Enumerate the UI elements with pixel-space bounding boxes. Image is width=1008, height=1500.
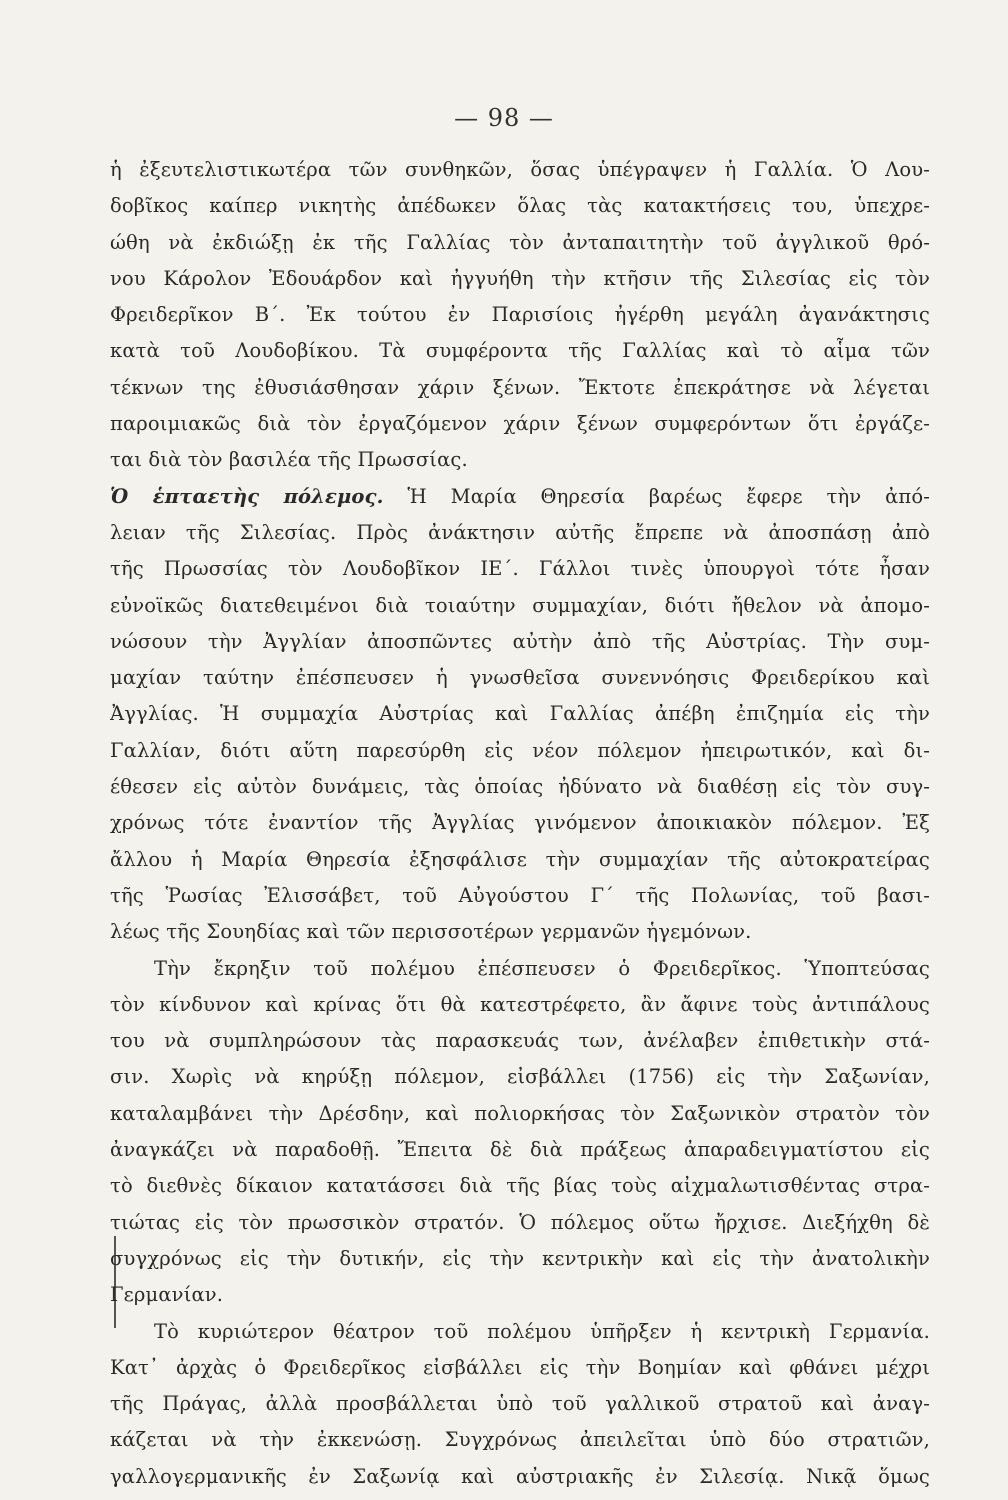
text-line: συγχρόνως εἰς τὴν δυτικήν, εἰς τὴν κεντρικὴν καὶ εἰς τὴν ἀνατολικὴν <box>110 1246 930 1270</box>
text-line: ἄλλου ἡ Μαρία Θηρεσία ἐξησφάλισε τὴν συμμαχίαν τῆς αὐτοκρατείρας <box>110 847 930 871</box>
text-line: κάζεται νὰ τὴν ἐκκενώσῃ. Συγχρόνως ἀπειλεῖται ὑπὸ δύο στρατιῶν, <box>110 1428 930 1452</box>
text-line: κατὰ τοῦ Λουδοβίκου. Τὰ συμφέροντα τῆς Γαλλίας καὶ τὸ αἷμα τῶν <box>110 339 930 363</box>
heading-line-text: Ἡ Μαρία Θηρεσία βαρέως ἔφερε τὴν ἀπό- <box>383 484 930 508</box>
text-line: Τὴν ἔκρηξιν τοῦ πολέμου ἐπέσπευσεν ὁ Φρειδερῖκος. Ὑποπτεύσας <box>154 956 930 980</box>
text-line: τῆς Πρωσσίας τὸν Λουδοβῖκον ΙΕ΄. Γάλλοι τινὲς ὑπουργοὶ τότε ἦσαν <box>110 557 930 581</box>
text-line: ώθη νὰ ἐκδιώξῃ ἐκ τῆς Γαλλίας τὸν ἀνταπαιτητὴν τοῦ ἀγγλικοῦ θρό- <box>110 230 930 254</box>
text-line: μαχίαν ταύτην ἐπέσπευσεν ἡ γνωσθεῖσα συνεννόησις Φρειδερίκου καὶ <box>110 666 930 690</box>
text-line: Τὸ κυριώτερον θέατρον τοῦ πολέμου ὑπῆρξεν ἡ κεντρικὴ Γερμανία. <box>154 1319 930 1343</box>
section-heading: Ὁ ἑπταετὴς πόλεμος. <box>110 484 384 508</box>
body-text <box>110 152 930 1495</box>
text-line: ται διὰ τὸν βασιλέα τῆς Πρωσσίας. <box>110 448 468 472</box>
text-line: χρόνως τότε ἐναντίον τῆς Ἀγγλίας γινόμενον ἀποικιακὸν πόλεμον. Ἐξ <box>110 811 930 835</box>
text-line: έθεσεν εἰς αὐτὸν δυνάμεις, τὰς ὁποίας ἠδύνατο νὰ διαθέσῃ εἰς τὸν συγ- <box>110 775 930 799</box>
text-line: Φρειδερῖκον Β΄. Ἐκ τούτου ἐν Παρισίοις ἠγέρθη μεγάλη ἀγανάκτησις <box>110 303 930 327</box>
text-line: τιώτας εἰς τὸν πρωσσικὸν στρατόν. Ὁ πόλεμος οὕτω ἤρχισε. Διεξήχθη δὲ <box>110 1210 930 1234</box>
section-heading-line <box>110 479 930 515</box>
text-line: νώσουν τὴν Ἀγγλίαν ἀποσπῶντες αὐτὴν ἀπὸ τῆς Αὐστρίας. Τὴν συμ- <box>110 629 930 653</box>
text-line: ἀναγκάζει νὰ παραδοθῇ. Ἔπειτα δὲ διὰ πράξεως ἀπαραδειγματίστου εἰς <box>110 1138 930 1162</box>
text-line: Γερμανίαν. <box>110 1283 224 1307</box>
text-line: Ἀγγλίας. Ἡ συμμαχία Αὐστρίας καὶ Γαλλίας ἀπέβη ἐπιζημία εἰς τὴν <box>110 702 930 726</box>
text-line: τῆς Ῥωσίας Ἐλισσάβετ, τοῦ Αὐγούστου Γ΄ τῆς Πολωνίας, τοῦ βασι- <box>110 883 930 907</box>
text-line: καταλαμβάνει τὴν Δρέσδην, καὶ πολιορκήσας τὸν Σαξωνικὸν στρατὸν τὸν <box>110 1101 930 1125</box>
text-line: σιν. Χωρὶς νὰ κηρύξῃ πόλεμον, εἰσβάλλει (1756) εἰς τὴν Σαξωνίαν, <box>110 1065 930 1089</box>
text-line: γαλλογερμανικῆς ἐν Σαξωνίᾳ καὶ αὐστριακῆς ἐν Σιλεσίᾳ. Νικᾷ ὅμως <box>110 1464 930 1488</box>
text-line: λειαν τῆς Σιλεσίας. Πρὸς ἀνάκτησιν αὐτῆς ἔπρεπε νὰ ἀποσπάσῃ ἀπὸ <box>110 520 930 544</box>
text-line: νου Κάρολον Ἐδουάρδον καὶ ἠγγυήθη τὴν κτῆσιν τῆς Σιλεσίας εἰς τὸν <box>110 266 930 290</box>
text-line: παροιμιακῶς διὰ τὸν ἐργαζόμενον χάριν ξένων συμφερόντων ὅτι ἐργάζε- <box>110 412 930 436</box>
text-line: λέως τῆς Σουηδίας καὶ τῶν περισσοτέρων γερμανῶν ἡγεμόνων. <box>110 920 752 944</box>
text-line: Κατ᾽ ἀρχὰς ὁ Φρειδερῖκος εἰσβάλλει εἰς τὴν Βοημίαν καὶ φθάνει μέχρι <box>110 1355 930 1379</box>
text-line: τὸ διεθνὲς δίκαιον κατατάσσει διὰ τῆς βίας τοὺς αἰχμαλωτισθέντας στρα- <box>110 1174 930 1198</box>
text-line: τὸν κίνδυνον καὶ κρίνας ὅτι θὰ κατεστρέφετο, ἂν ἄφινε τοὺς ἀντιπάλους <box>110 992 930 1016</box>
text-line: δοβῖκος καίπερ νικητὴς ἀπέδωκεν ὅλας τὰς κατακτήσεις του, ὑπεχρε- <box>110 194 930 218</box>
text-line: ἡ ἐξευτελιστικωτέρα τῶν συνθηκῶν, ὅσας ὑπέγραψεν ἡ Γαλλία. Ὁ Λου- <box>110 158 930 181</box>
text-line: του νὰ συμπληρώσουν τὰς παρασκευάς των, ἀνέλαβεν ἐπιθετικὴν στά- <box>110 1029 930 1053</box>
text-line: Γαλλίαν, διότι αὕτη παρεσύρθη εἰς νέον πόλεμον ἠπειρωτικόν, καὶ δι- <box>110 738 930 762</box>
text-line: τῆς Πράγας, ἀλλὰ προσβάλλεται ὑπὸ τοῦ γαλλικοῦ στρατοῦ καὶ ἀναγ- <box>110 1392 930 1416</box>
text-line: εὐνοϊκῶς διατεθειμένοι διὰ τοιαύτην συμμαχίαν, διότι ἤθελον νὰ ἀπομο- <box>110 593 930 617</box>
page-number: — 98 — <box>454 104 554 132</box>
text-line: τέκνων της ἐθυσιάσθησαν χάριν ξένων. Ἔκτοτε ἐπεκράτησε νὰ λέγεται <box>110 375 930 399</box>
